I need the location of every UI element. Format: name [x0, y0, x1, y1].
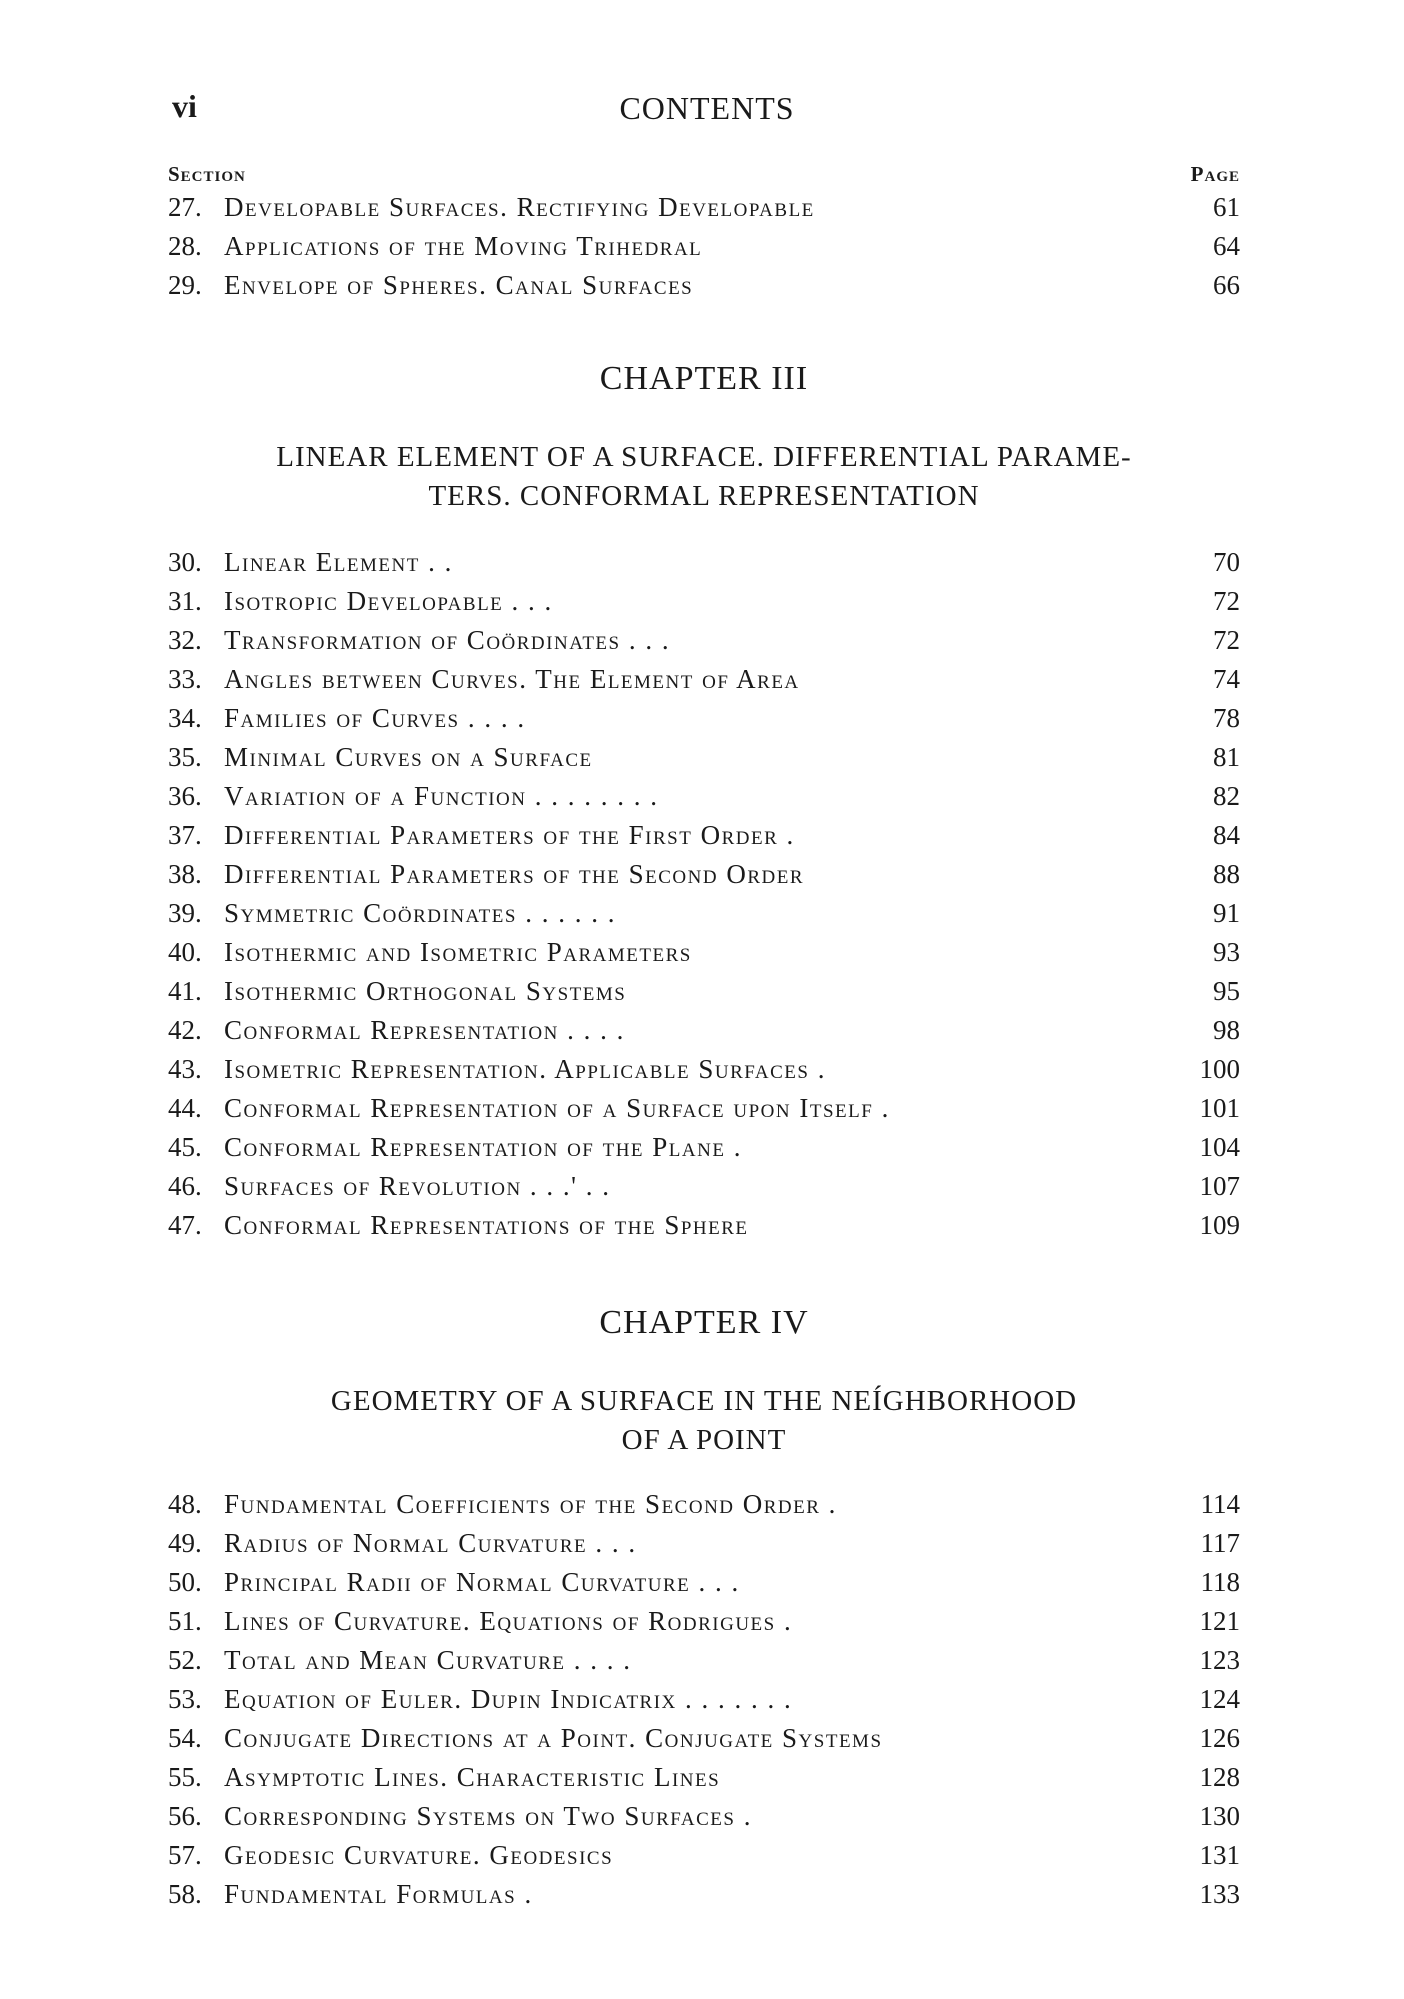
page-number: 81	[1213, 742, 1240, 772]
section-number: 54.	[168, 1723, 202, 1753]
section-number: 58.	[168, 1879, 202, 1909]
toc-entry	[168, 1206, 1240, 1245]
toc-entry	[168, 227, 1240, 266]
page-number: 84	[1213, 820, 1240, 850]
section-number: 31.	[168, 586, 202, 616]
toc-entry	[168, 1641, 1240, 1680]
section-number: 43.	[168, 1054, 202, 1084]
section-title: Asymptotic Lines. Characteristic Lines	[224, 1762, 721, 1792]
section-title: Lines of Curvature. Equations of Rodrigues .	[224, 1606, 793, 1636]
page-number: 121	[1199, 1606, 1240, 1636]
section-title: Transformation of Coördinates . . .	[224, 625, 671, 655]
page-number: 101	[1199, 1093, 1240, 1123]
section-number: 29.	[168, 270, 202, 300]
section-number: 45.	[168, 1132, 202, 1162]
section-title: Isometric Representation. Applicable Surfaces .	[224, 1054, 826, 1084]
toc-entry	[168, 972, 1240, 1011]
section-number: 30.	[168, 547, 202, 577]
section-number: 27.	[168, 192, 202, 222]
section-number: 47.	[168, 1210, 202, 1240]
toc-entry	[168, 1128, 1240, 1167]
page-number: 128	[1199, 1762, 1240, 1792]
toc-entry	[168, 1485, 1240, 1524]
page-number: 70	[1213, 547, 1240, 577]
section-number: 32.	[168, 625, 202, 655]
section-title: Isotropic Developable . . .	[224, 586, 553, 616]
section-title: Linear Element . .	[224, 547, 453, 577]
section-title: Total and Mean Curvature . . . .	[224, 1645, 632, 1675]
toc-entry	[168, 582, 1240, 621]
section-number: 52.	[168, 1645, 202, 1675]
toc-entry	[168, 777, 1240, 816]
chapter-3-title-line-1: LINEAR ELEMENT OF A SURFACE. DIFFERENTIAL PARAME-	[276, 441, 1132, 473]
folio: vi	[172, 88, 197, 124]
chapter-4-title-line-2: OF A POINT	[621, 1424, 787, 1456]
page-number: 117	[1200, 1528, 1240, 1558]
toc-entry	[168, 1602, 1240, 1641]
toc-entry	[168, 816, 1240, 855]
section-number: 44.	[168, 1093, 202, 1123]
section-title: Developable Surfaces. Rectifying Developable	[224, 192, 815, 222]
page-number: 124	[1199, 1684, 1240, 1714]
section-title: Corresponding Systems on Two Surfaces .	[224, 1801, 752, 1831]
running-head	[172, 88, 1242, 132]
page-label: Page	[1190, 162, 1240, 186]
toc-entry	[168, 933, 1240, 972]
toc-entry	[168, 699, 1240, 738]
page-number: 126	[1199, 1723, 1240, 1753]
section-number: 40.	[168, 937, 202, 967]
section-number: 36.	[168, 781, 202, 811]
section-title: Isothermic Orthogonal Systems	[224, 976, 627, 1006]
running-title: CONTENTS	[619, 90, 795, 126]
toc-entry	[168, 1089, 1240, 1128]
toc-entry	[168, 1836, 1240, 1875]
chapter-4-title-line-1: GEOMETRY OF A SURFACE IN THE NEÍGHBORHOOD	[330, 1385, 1078, 1417]
page-number: 91	[1213, 898, 1240, 928]
page-number: 104	[1199, 1132, 1240, 1162]
page-number: 131	[1199, 1840, 1240, 1870]
chapter-4-heading: CHAPTER IV	[599, 1304, 809, 1341]
section-title: Surfaces of Revolution . . .' . .	[224, 1171, 611, 1201]
toc-entry	[168, 894, 1240, 933]
section-number: 39.	[168, 898, 202, 928]
page-number: 66	[1213, 270, 1240, 300]
chapter-4-entries	[168, 1485, 1240, 1914]
section-title: Variation of a Function . . . . . . . .	[224, 781, 659, 811]
page-number: 72	[1213, 625, 1240, 655]
page-number: 61	[1213, 192, 1240, 222]
section-number: 38.	[168, 859, 202, 889]
page-number: 109	[1199, 1210, 1240, 1240]
page-number: 93	[1213, 937, 1240, 967]
toc-entry	[168, 1167, 1240, 1206]
toc-entry	[168, 1758, 1240, 1797]
toc-entry	[168, 188, 1240, 227]
section-title: Conjugate Directions at a Point. Conjugate Systems	[224, 1723, 883, 1753]
page-number: 72	[1213, 586, 1240, 616]
toc-entry	[168, 1719, 1240, 1758]
section-number: 37.	[168, 820, 202, 850]
page-number: 100	[1199, 1054, 1240, 1084]
toc-entry	[168, 855, 1240, 894]
chapter-3-heading: CHAPTER III	[599, 360, 809, 397]
page-number: 130	[1199, 1801, 1240, 1831]
toc-entry	[168, 1524, 1240, 1563]
section-number: 51.	[168, 1606, 202, 1636]
section-number: 33.	[168, 664, 202, 694]
page-number: 82	[1213, 781, 1240, 811]
toc-entry	[168, 738, 1240, 777]
section-title: Geodesic Curvature. Geodesics	[224, 1840, 614, 1870]
section-number: 46.	[168, 1171, 202, 1201]
section-number: 55.	[168, 1762, 202, 1792]
section-title: Isothermic and Isometric Parameters	[224, 937, 692, 967]
toc-entry	[168, 1875, 1240, 1914]
section-title: Minimal Curves on a Surface	[224, 742, 593, 772]
section-title: Angles between Curves. The Element of Area	[224, 664, 800, 694]
toc-entry	[168, 543, 1240, 582]
section-title: Equation of Euler. Dupin Indicatrix . . . . . . .	[224, 1684, 793, 1714]
page-number: 78	[1213, 703, 1240, 733]
section-title: Principal Radii of Normal Curvature . . .	[224, 1567, 740, 1597]
section-title: Envelope of Spheres. Canal Surfaces	[224, 270, 694, 300]
section-title: Symmetric Coördinates . . . . . .	[224, 898, 616, 928]
page-number: 95	[1213, 976, 1240, 1006]
page-number: 114	[1200, 1489, 1240, 1519]
top-entries	[168, 188, 1240, 305]
section-title: Conformal Representation of a Surface upon Itself .	[224, 1093, 890, 1123]
page-number: 118	[1200, 1567, 1240, 1597]
toc-entry	[168, 1563, 1240, 1602]
section-number: 34.	[168, 703, 202, 733]
section-title: Conformal Representation . . . .	[224, 1015, 625, 1045]
page-number: 133	[1199, 1879, 1240, 1909]
section-title: Conformal Representation of the Plane .	[224, 1132, 742, 1162]
section-number: 35.	[168, 742, 202, 772]
section-title: Differential Parameters of the Second Order	[224, 859, 805, 889]
page-number: 88	[1213, 859, 1240, 889]
toc-entry	[168, 1797, 1240, 1836]
section-number: 56.	[168, 1801, 202, 1831]
toc-entry	[168, 1680, 1240, 1719]
chapter-3-title-line-2: TERS. CONFORMAL REPRESENTATION	[428, 480, 980, 512]
section-number: 28.	[168, 231, 202, 261]
section-title: Fundamental Formulas .	[224, 1879, 533, 1909]
section-title: Radius of Normal Curvature . . .	[224, 1528, 637, 1558]
section-number: 41.	[168, 976, 202, 1006]
section-number: 57.	[168, 1840, 202, 1870]
page-number: 123	[1199, 1645, 1240, 1675]
section-number: 50.	[168, 1567, 202, 1597]
toc-entry	[168, 660, 1240, 699]
page-number: 64	[1213, 231, 1240, 261]
section-label: Section	[168, 162, 246, 186]
toc-entry	[168, 621, 1240, 660]
toc-entry	[168, 1011, 1240, 1050]
section-title: Fundamental Coefficients of the Second Order .	[224, 1489, 837, 1519]
section-number: 48.	[168, 1489, 202, 1519]
page-number: 74	[1213, 664, 1240, 694]
section-title: Families of Curves . . . .	[224, 703, 526, 733]
toc-entry	[168, 266, 1240, 305]
section-title: Conformal Representations of the Sphere	[224, 1210, 749, 1240]
chapter-3-entries	[168, 543, 1240, 1245]
section-title: Applications of the Moving Trihedral	[224, 231, 703, 261]
section-number: 42.	[168, 1015, 202, 1045]
page-number: 98	[1213, 1015, 1240, 1045]
section-number: 53.	[168, 1684, 202, 1714]
toc-entry	[168, 1050, 1240, 1089]
section-title: Differential Parameters of the First Order .	[224, 820, 795, 850]
page-number: 107	[1199, 1171, 1240, 1201]
section-number: 49.	[168, 1528, 202, 1558]
